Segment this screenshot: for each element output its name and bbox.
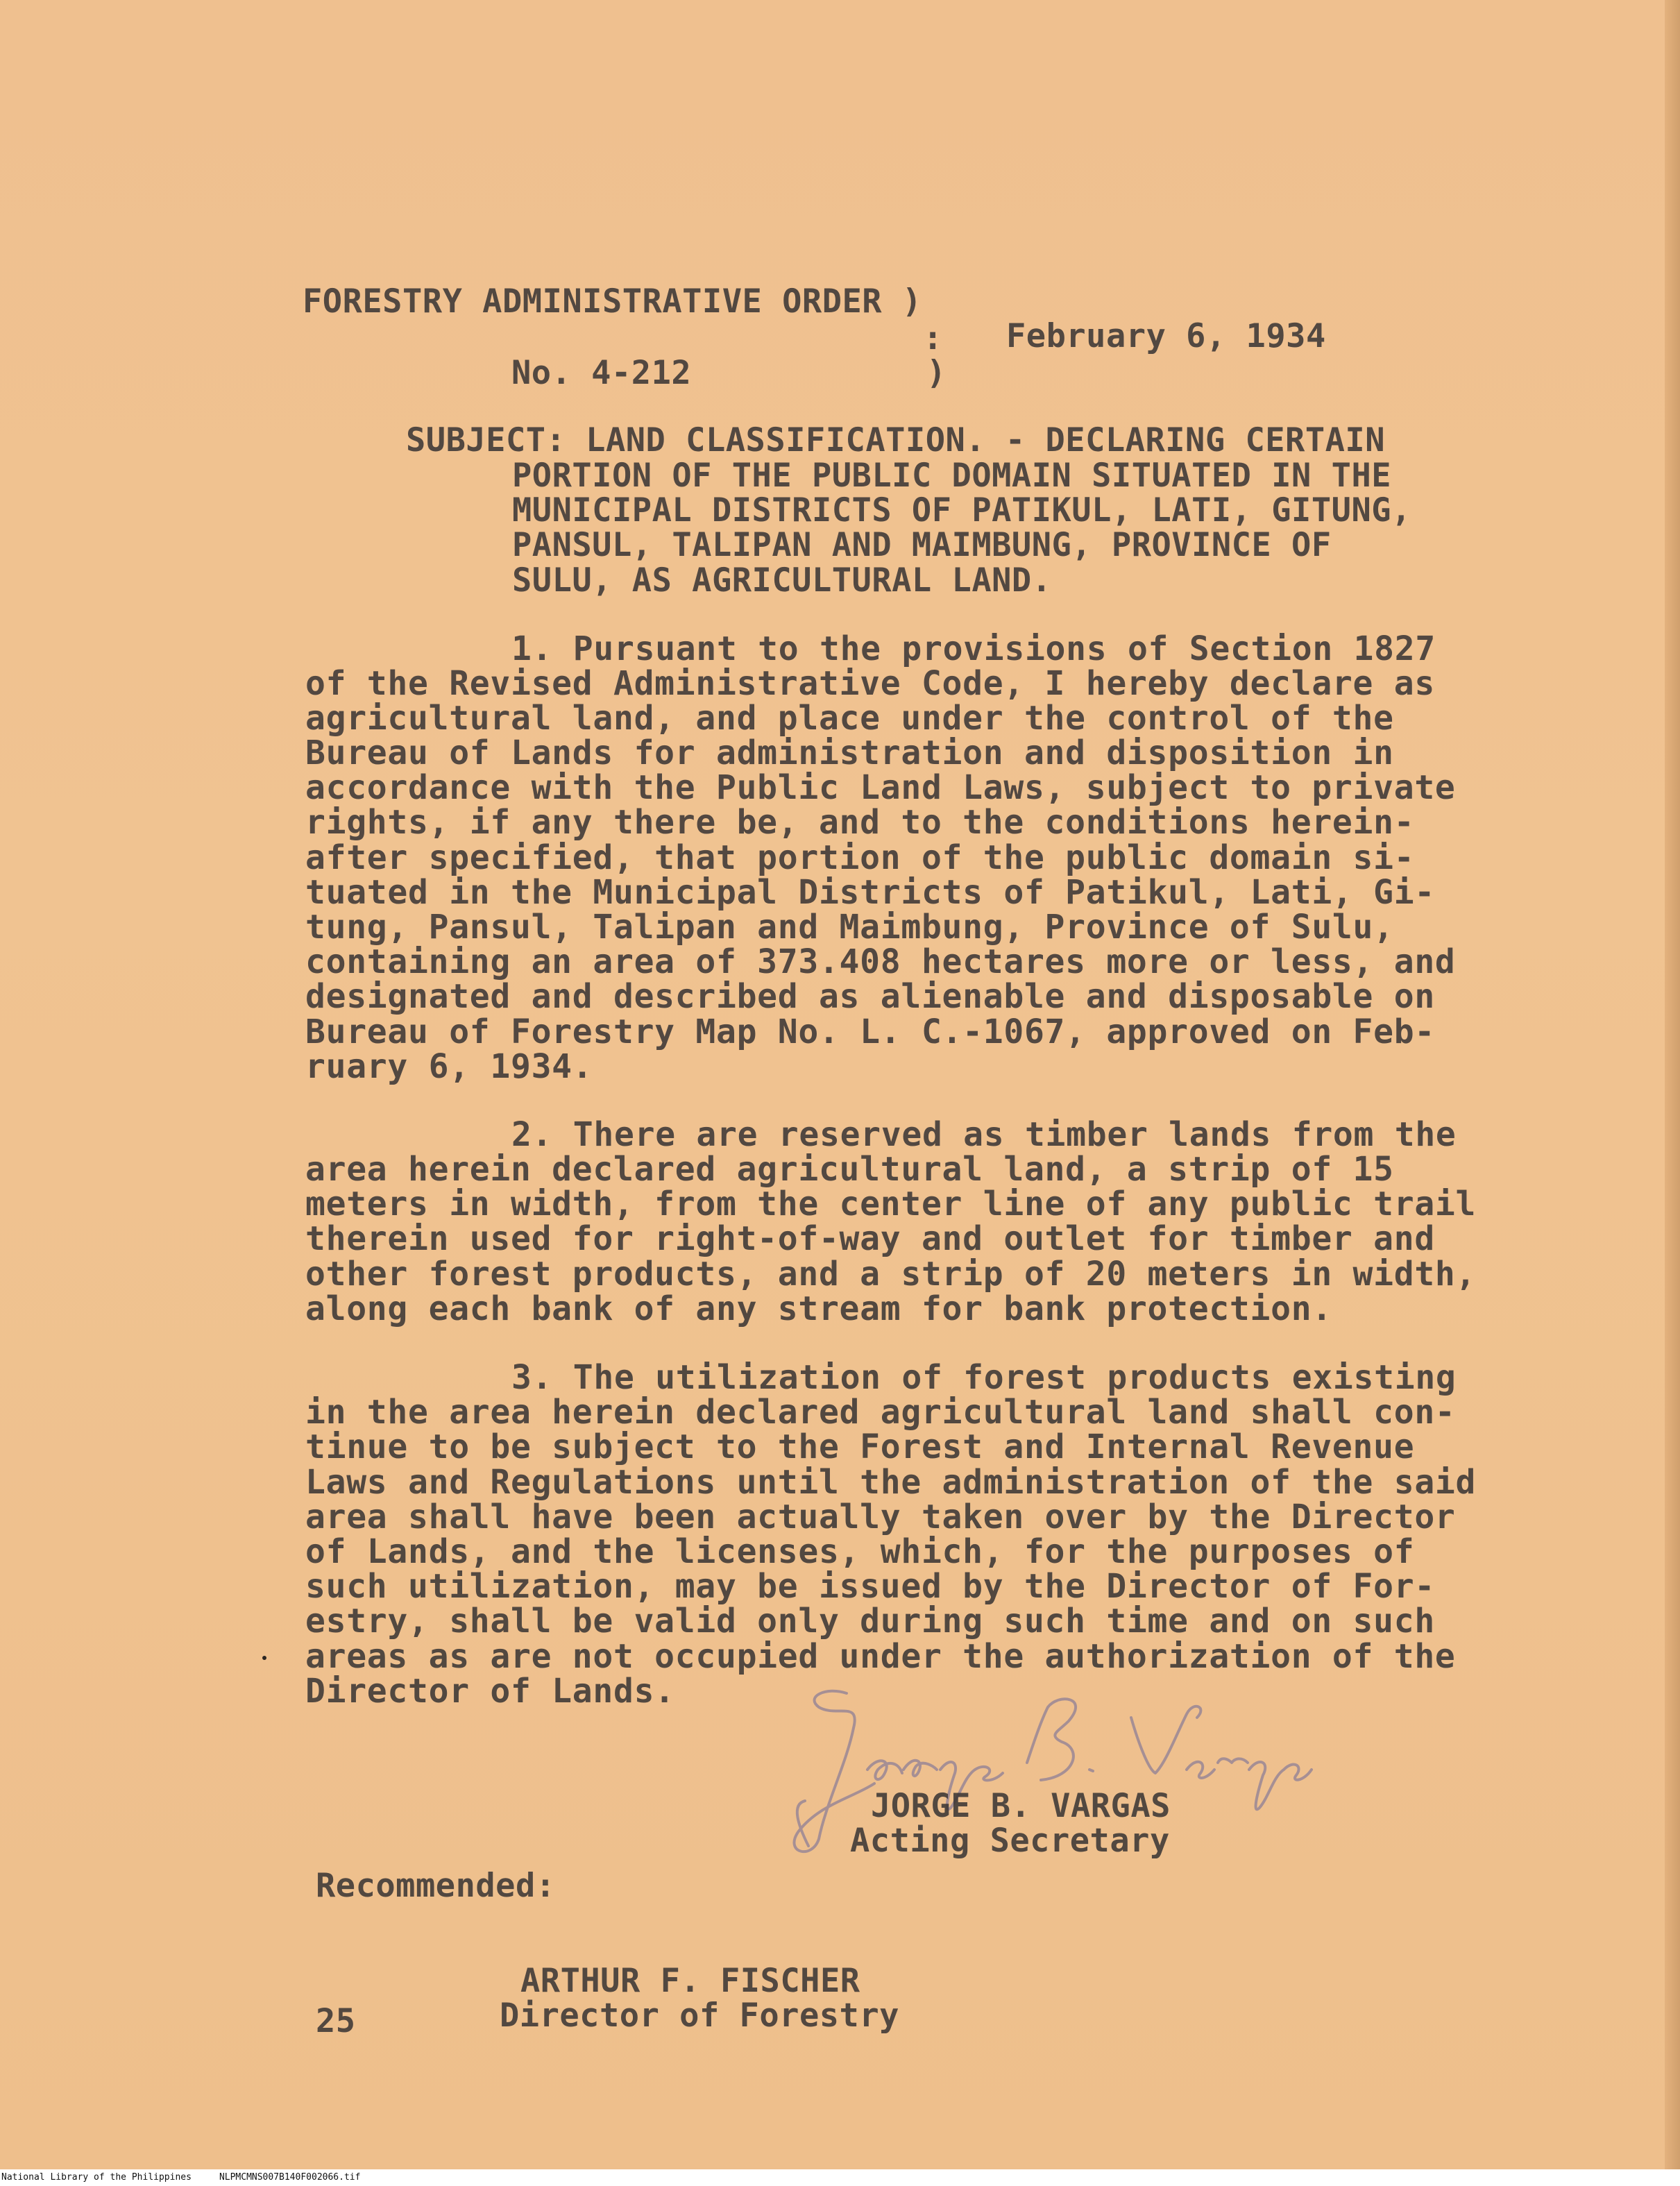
paragraph-line: Director of Lands. [305,1672,675,1711]
page-edge-shadow [1665,0,1680,2186]
paragraph-line: rights, if any there be, and to the conditions herein- [305,803,1415,842]
scan-footer [0,2169,1680,2186]
paragraph-line: Laws and Regulations until the administration of the said [305,1463,1477,1502]
paragraph-line: other forest products, and a strip of 20 meters in width, [305,1255,1477,1294]
paragraph-line: such utilization, may be issued by the Director of For- [305,1567,1435,1606]
paragraph-line: of the Revised Administrative Code, I hereby declare as [305,664,1435,703]
paragraph-line: meters in width, from the center line of any public trail [305,1185,1477,1223]
paragraph-line: in the area herein declared agricultural land shall con- [305,1393,1456,1432]
paragraph-line: Bureau of Lands for administration and disposition in [305,734,1394,772]
paragraph-line: designated and described as alienable and disposable on [305,977,1435,1016]
paragraph-line: areas as are not occupied under the authorization of the [305,1637,1456,1676]
paragraph-line: Bureau of Forestry Map No. L. C.-1067, approved on Feb- [305,1012,1435,1051]
header-bracket-close: ) [926,354,947,392]
paragraph-line: along each bank of any stream for bank protection. [305,1289,1332,1328]
header-bracket-colon: : [923,319,943,357]
subject-line: SUBJECT: LAND CLASSIFICATION. - DECLARING CERTAIN [406,421,1386,459]
order-title: FORESTRY ADMINISTRATIVE ORDER ) [303,282,922,321]
paragraph-line: tuated in the Municipal Districts of Patikul, Lati, Gi- [305,873,1435,912]
recommender-name: ARTHUR F. FISCHER [520,1962,860,2000]
paragraph-line: agricultural land, and place under the control of the [305,699,1394,738]
paragraph-line: after specified, that portion of the public domain si- [305,838,1415,877]
paragraph-line: area herein declared agricultural land, a strip of 15 [305,1150,1394,1189]
ink-speck [262,1656,266,1660]
paragraph-line: of Lands, and the licenses, which, for the purposes of [305,1532,1415,1571]
paragraph-line: tinue to be subject to the Forest and Internal Revenue [305,1427,1415,1466]
subject-line: PANSUL, TALIPAN AND MAIMBUNG, PROVINCE OF [512,526,1332,564]
paragraph-line: accordance with the Public Land Laws, subject to private [305,768,1456,807]
paragraph-line: 1. Pursuant to the provisions of Section 1827 [511,629,1436,668]
paragraph-line: 2. There are reserved as timber lands from the [511,1115,1457,1154]
subject-line: MUNICIPAL DISTRICTS OF PATIKUL, LATI, GITUNG, [512,491,1411,529]
footer-institution: National Library of the Philippines [1,2172,192,2183]
signatory-title: Acting Secretary [850,1822,1170,1860]
paragraph-line: tung, Pansul, Talipan and Maimbung, Province of Sulu, [305,908,1394,947]
paragraph-line: 3. The utilization of forest products existing [511,1358,1457,1397]
order-number: No. 4-212 [511,354,692,392]
paragraph-line: estry, shall be valid only during such time and on such [305,1602,1435,1641]
order-date: February 6, 1934 [1006,317,1326,355]
paragraph-line: therein used for right-of-way and outlet for timber and [305,1219,1435,1258]
recommended-label: Recommended: [316,1867,556,1905]
footer-file-id: NLPMCMNS007B140F002066.tif [219,2172,361,2183]
signatory-name: JORGE B. VARGAS [871,1787,1171,1825]
paragraph-line: containing an area of 373.408 hectares more or less, and [305,942,1456,981]
subject-line: SULU, AS AGRICULTURAL LAND. [512,561,1052,600]
paragraph-line: area shall have been actually taken over by the Director [305,1498,1456,1536]
paragraph-line: ruary 6, 1934. [305,1047,593,1086]
page-number: 25 [316,2002,356,2040]
recommender-title: Director of Forestry [500,1997,899,2035]
subject-line: PORTION OF THE PUBLIC DOMAIN SITUATED IN THE [512,457,1392,495]
